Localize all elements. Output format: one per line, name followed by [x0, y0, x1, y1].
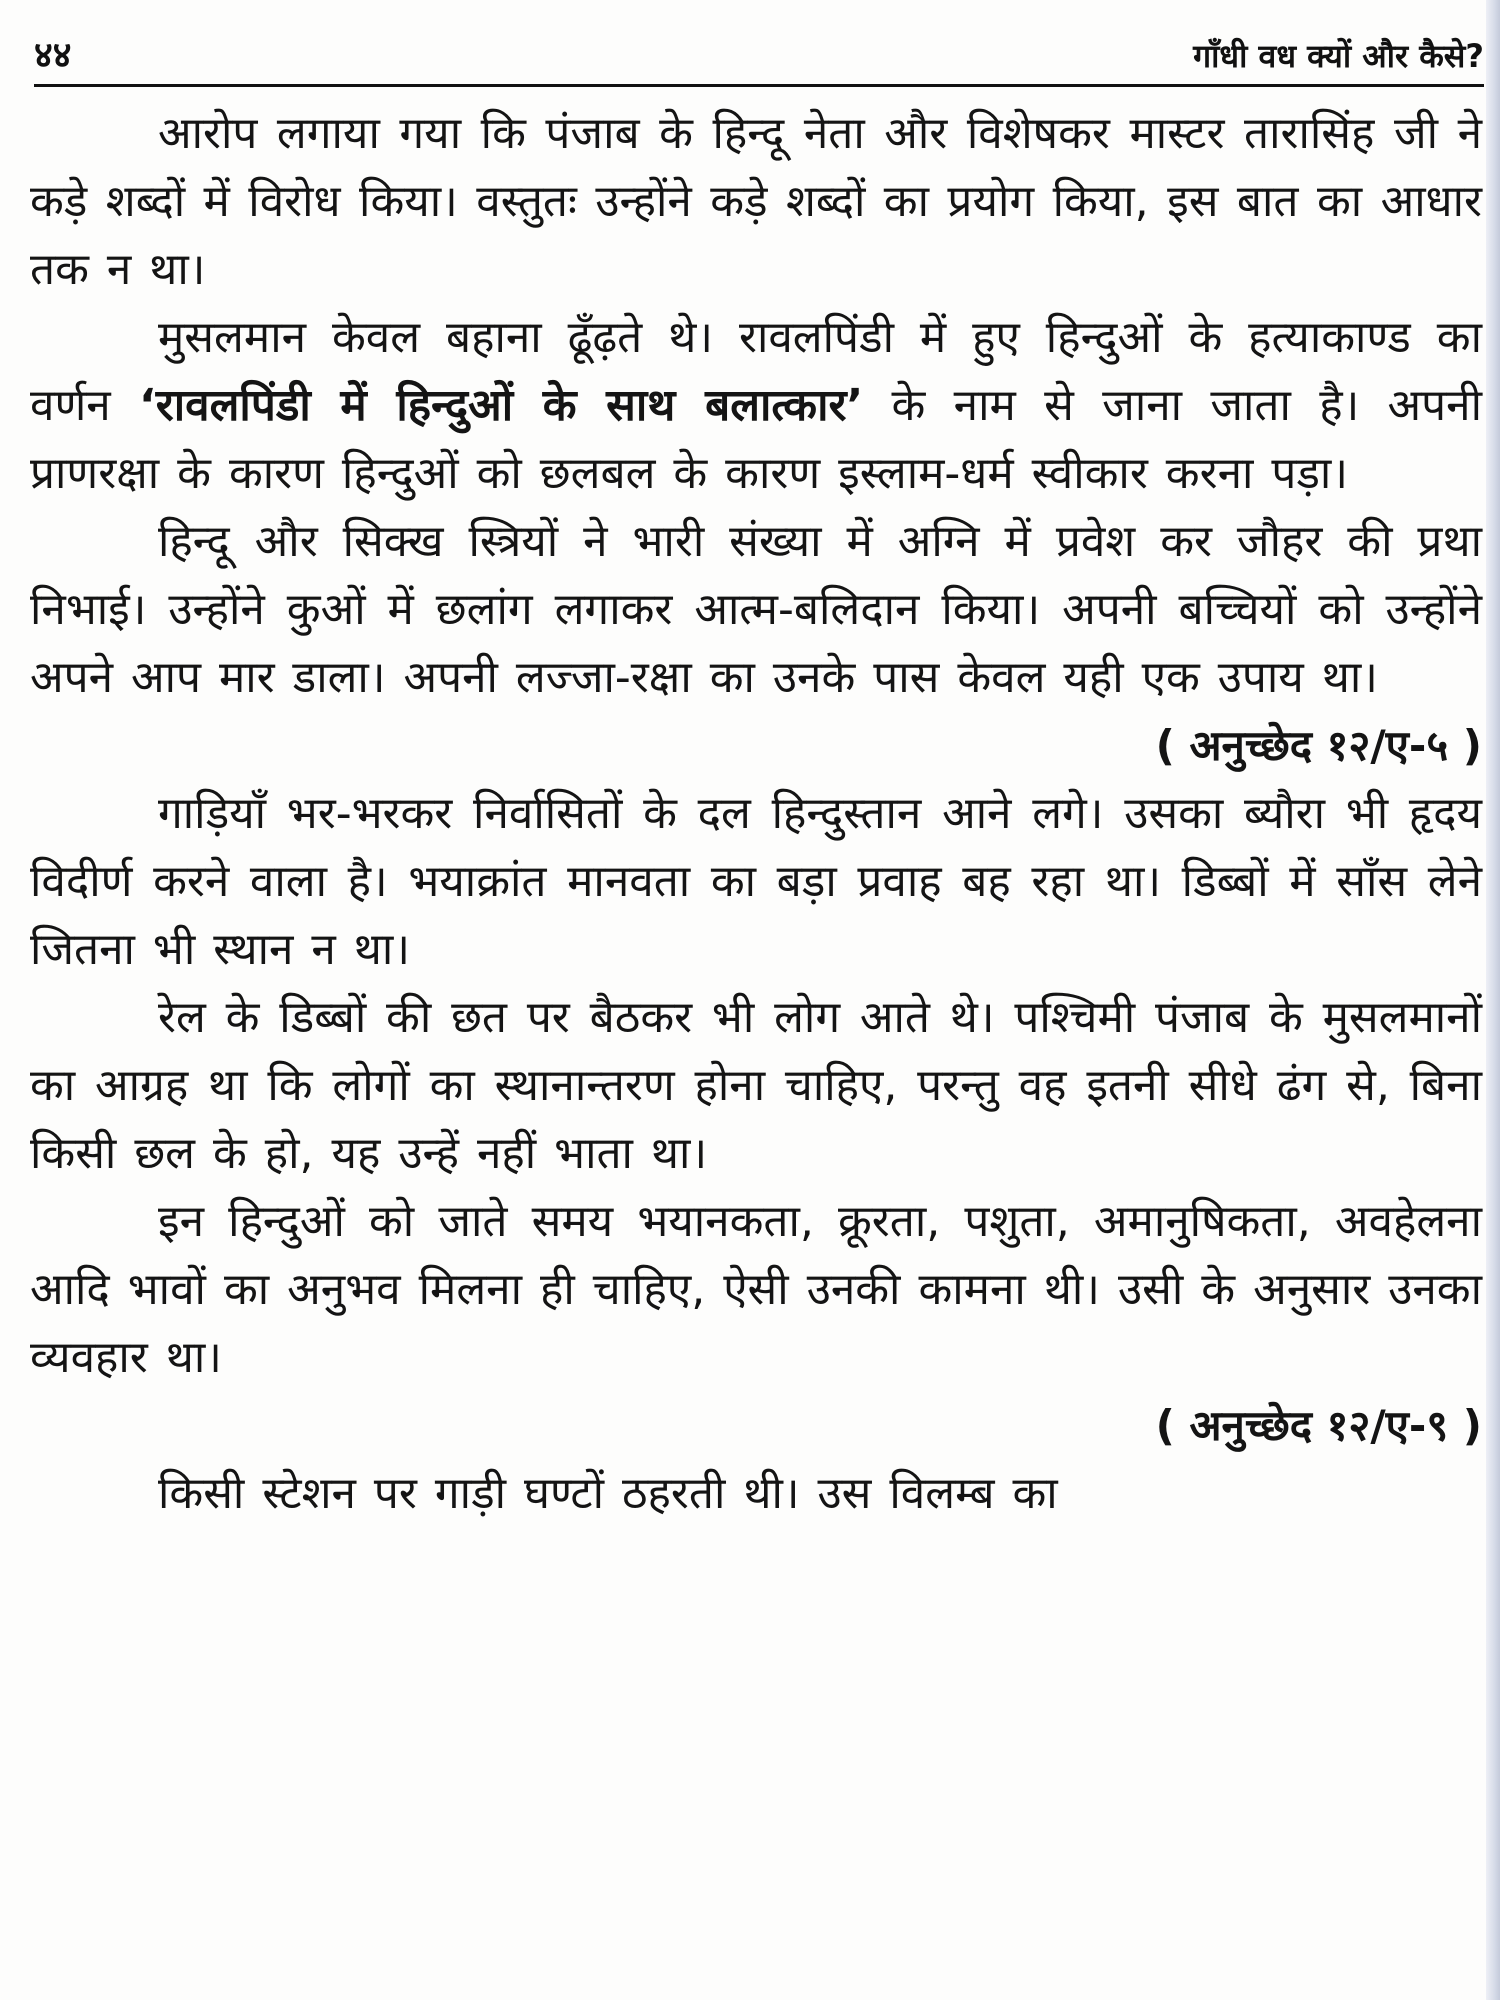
page-number: ४४	[34, 35, 72, 76]
paragraph-2	[30, 304, 1482, 508]
page-header	[34, 30, 1484, 87]
paragraph-3: हिन्दू और सिक्ख स्त्रियों ने भारी संख्या में अग्नि में प्रवेश कर जौहर की प्रथा निभाई। उन्होंने कुओं में छलांग लगाकर आत्म-बलिदान किया। अपनी बच्चियों को उन्होंने अपने आप मार डाला। अपनी लज्जा-रक्षा का उनके पास केवल यही एक उपाय था।	[30, 516, 1482, 703]
page-body	[30, 100, 1482, 1528]
article-reference-2: ( अनुच्छेद १२/ए-९ )	[1155, 1401, 1482, 1450]
running-title: गाँधी वध क्यों और कैसे?	[1193, 37, 1484, 75]
paragraph-1: आरोप लगाया गया कि पंजाब के हिन्दू नेता और विशेषकर मास्टर तारासिंह जी ने कड़े शब्दों में विरोध किया। वस्तुतः उन्होंने कड़े शब्दों का प्रयोग किया, इस बात का आधार तक न था।	[30, 108, 1482, 295]
paragraph-6: इन हिन्दुओं को जाते समय भयानकता, क्रूरता, पशुता, अमानुषिकता, अवहेलना आदि भावों का अनुभव मिलना ही चाहिए, ऐसी उनकी कामना थी। उसी के अनुसार उनका व्यवहार था।	[30, 1196, 1482, 1383]
paragraph-2-text-b: के नाम से जाना जाता है। अपनी प्राणरक्षा के कारण हिन्दुओं को छलबल के कारण इस्लाम-धर्म स्वीकार करना पड़ा।	[30, 380, 1482, 499]
paragraph-2-text-a: मुसलमान केवल बहाना ढूँढ़ते थे। रावलपिंडी में हुए हिन्दुओं के हत्याकाण्ड का वर्णन	[30, 312, 1482, 431]
article-reference-1: ( अनुच्छेद १२/ए-५ )	[1155, 721, 1482, 770]
page-edge-shadow	[1486, 0, 1500, 2000]
paragraph-5: रेल के डिब्बों की छत पर बैठकर भी लोग आते थे। पश्चिमी पंजाब के मुसलमानों का आग्रह था कि लोगों का स्थानान्तरण होना चाहिए, परन्तु वह इतनी सीधे ढंग से, बिना किसी छल के हो, यह उन्हें नहीं भाता था।	[30, 992, 1482, 1179]
paragraph-2-bold-title: ‘रावलपिंडी में हिन्दुओं के साथ बलात्कार’	[139, 380, 864, 431]
paragraph-4: गाड़ियाँ भर-भरकर निर्वासितों के दल हिन्दुस्तान आने लगे। उसका ब्यौरा भी हृदय विदीर्ण करने वाला है। भयाक्रांत मानवता का बड़ा प्रवाह बह रहा था। डिब्बों में साँस लेने जितना भी स्थान न था।	[30, 788, 1482, 975]
paragraph-7: किसी स्टेशन पर गाड़ी घण्टों ठहरती थी। उस विलम्ब का	[158, 1468, 1058, 1519]
